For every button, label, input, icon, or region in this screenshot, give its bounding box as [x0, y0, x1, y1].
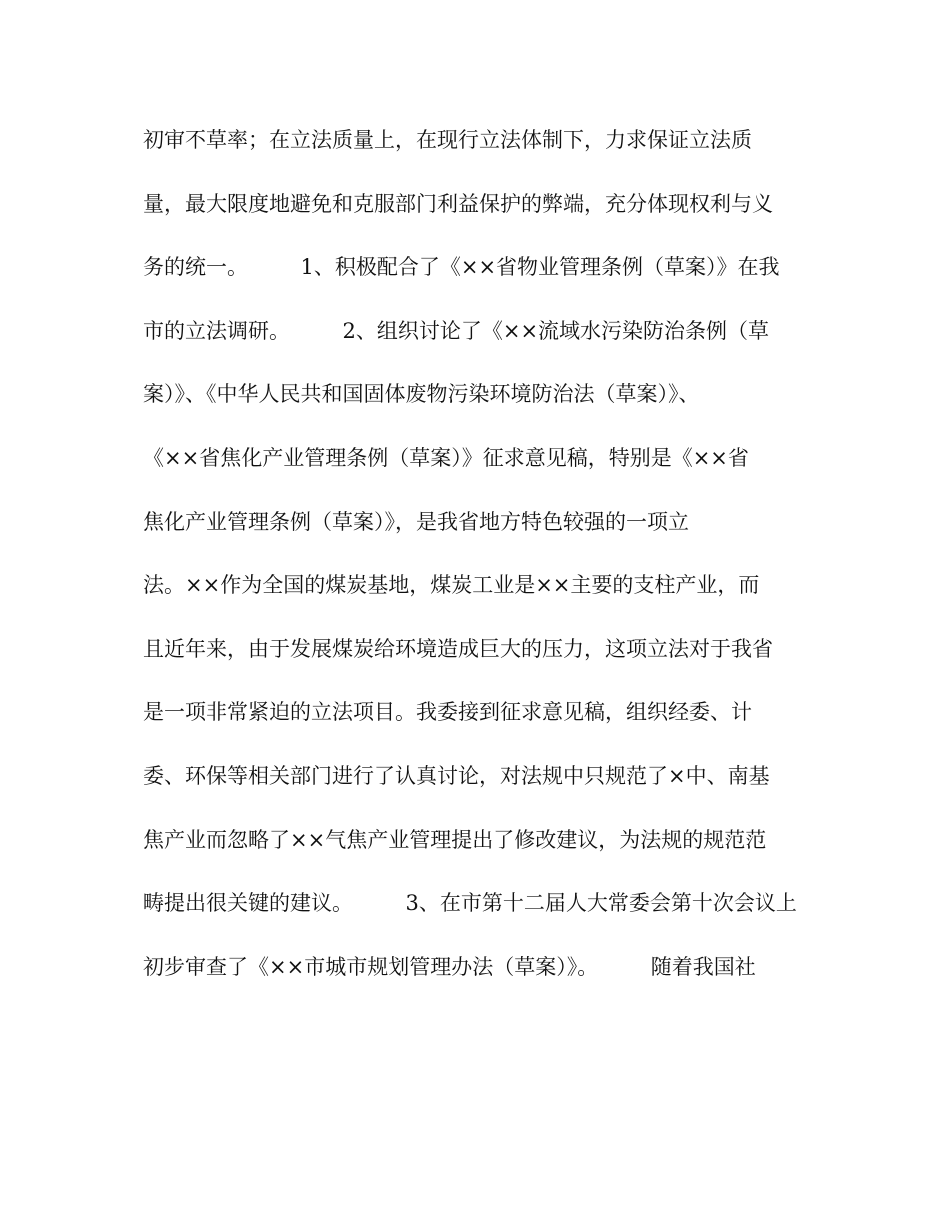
text-line: 初审不草率；在立法质量上，在现行立法体制下，力求保证立法质	[143, 128, 752, 152]
text-line: 市的立法调研。 2、组织讨论了《××流域水污染防治条例（草	[143, 318, 770, 343]
text-line: 且近年来，由于发展煤炭给环境造成巨大的压力，这项立法对于我省	[143, 636, 773, 661]
body-text	[143, 120, 823, 1010]
text-line: 焦产业而忽略了××气焦产业管理提出了修改建议，为法规的规范范	[143, 827, 767, 852]
text-line: 委、环保等相关部门进行了认真讨论，对法规中只规范了×中、南基	[143, 763, 770, 788]
text-line: 案）》、《中华人民共和国固体废物污染环境防治法（草案）》、	[143, 382, 700, 407]
text-line: 初步审查了《××市城市规划管理办法（草案）》。 随着我国社	[143, 954, 756, 979]
text-line: 务的统一。 1、积极配合了《××省物业管理条例（草案）》在我	[143, 255, 780, 280]
text-line: 畴提出很关键的建议。 3、在市第十二届人大常委会第十次会议上	[143, 891, 797, 916]
text-line: 法。××作为全国的煤炭基地，煤炭工业是××主要的支柱产业，而	[143, 573, 760, 598]
text-line: 量，最大限度地避免和克服部门利益保护的弊端，充分体现权利与义	[143, 191, 773, 216]
text-line: 焦化产业管理条例（草案）》，是我省地方特色较强的一项立	[143, 509, 689, 534]
text-line: 《××省焦化产业管理条例（草案）》征求意见稿，特别是《××省	[143, 445, 749, 470]
text-line: 是一项非常紧迫的立法项目。我委接到征求意见稿，组织经委、计	[143, 700, 752, 725]
